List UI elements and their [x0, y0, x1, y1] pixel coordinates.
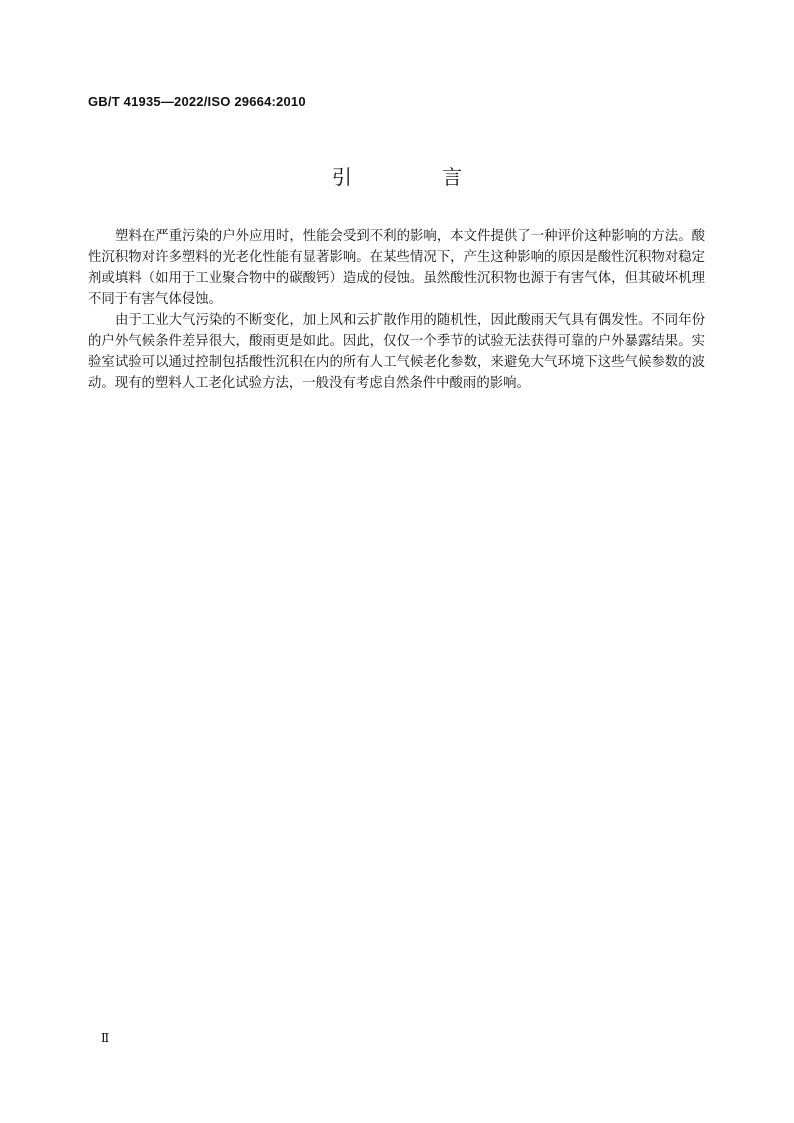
standard-code-header: GB/T 41935—2022/ISO 29664:2010 [88, 94, 306, 109]
paragraph-2: 由于工业大气污染的不断变化，加上风和云扩散作用的随机性，因此酸雨天气具有偶发性。不同年份的户外气候条件差异很大，酸雨更是如此。因此，仅仅一个季节的试验无法获得可靠的户外暴露结果。实验室试验可以通过控制包括酸性沉积在内的所有人工气候老化参数，来避免大气环境下这些气候参数的波动。现有的塑料人工老化试验方法，一般没有考虑自然条件中酸雨的影响。 [88, 313, 705, 391]
paragraph-1: 塑料在严重污染的户外应用时，性能会受到不利的影响，本文件提供了一种评价这种影响的方法。酸性沉积物对许多塑料的光老化性能有显著影响。在某些情况下，产生这种影响的原因是酸性沉积物对稳定剂或填料（如用于工业聚合物中的碳酸钙）造成的侵蚀。虽然酸性沉积物也源于有害气体，但其破坏机理不同于有害气体侵蚀。 [88, 229, 705, 307]
page-number: Ⅱ [101, 1031, 110, 1045]
section-title: 引 言 [331, 165, 505, 189]
introduction-body [88, 226, 705, 394]
